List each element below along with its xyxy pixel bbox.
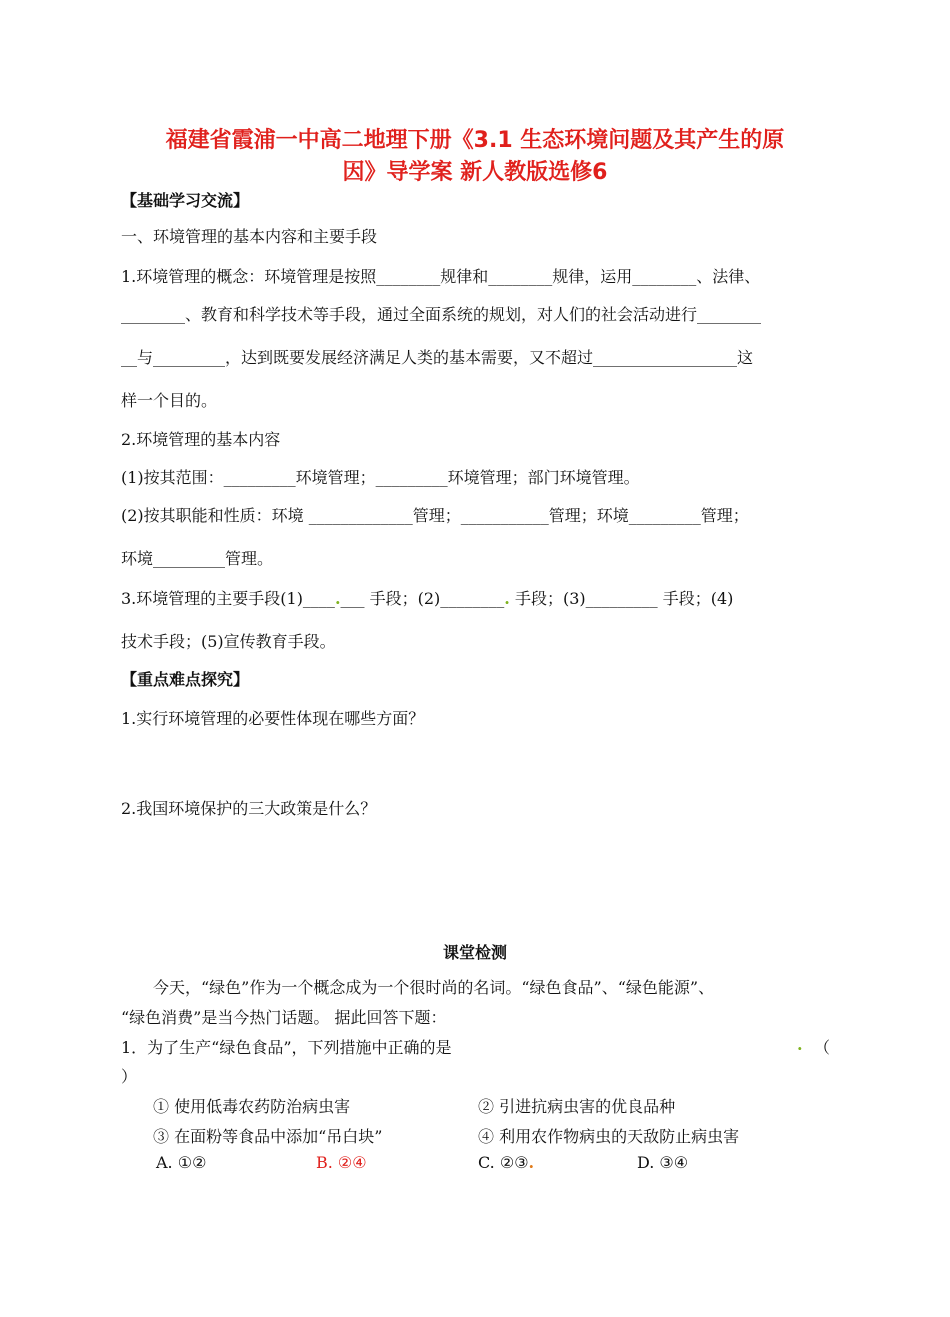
choice-b: B. ②④ — [316, 1153, 367, 1172]
concept-line-4: 样一个目的。 — [121, 391, 218, 410]
option-4: ④ 利用农作物病虫的天敌防止病虫害 — [478, 1127, 740, 1146]
function-line-1: (2)按其职能和性质：环境 _____________管理；___________管理；环境_________管理； — [121, 506, 749, 525]
function-line-2: 环境_________管理。 — [121, 549, 274, 568]
means-line-1-part-a: 3.环境管理的主要手段(1)____ — [121, 589, 335, 608]
test-intro-line-2: “绿色消费”是当今热门话题。 据此回答下题： — [121, 1008, 447, 1027]
section-header-basic: 【基础学习交流】 — [121, 191, 250, 210]
scope-line: (1)按其范围：_________环境管理；_________环境管理；部门环境管理。 — [121, 468, 640, 487]
choice-a: A. ①② — [156, 1153, 207, 1172]
test-question-1: 1．为了生产“绿色食品”，下列措施中正确的是 — [121, 1038, 452, 1057]
section-header-key: 【重点难点探究】 — [121, 670, 250, 689]
choice-c-label: C. ②③ — [478, 1153, 529, 1172]
content-heading: 2.环境管理的基本内容 — [121, 430, 281, 449]
mark-dot: . — [504, 589, 510, 608]
key-question-1: 1.实行环境管理的必要性体现在哪些方面？ — [121, 709, 425, 728]
answer-paren-close: ） — [121, 1067, 138, 1086]
answer-paren-open: （ — [814, 1038, 831, 1057]
option-3: ③ 在面粉等食品中添加“吊白块” — [153, 1127, 383, 1146]
means-line-1-part-c: 手段；(3)_________ 手段；(4) — [509, 589, 734, 608]
means-line-1-part-b: ___ 手段；(2)________ — [340, 589, 505, 608]
mark-dot: . — [334, 589, 341, 608]
concept-line-2: ________、教育和科学技术等手段，通过全面系统的规划，对人们的社会活动进行________ — [121, 305, 762, 324]
option-1: ① 使用低毒农药防治病虫害 — [153, 1097, 351, 1116]
item-heading: 一、环境管理的基本内容和主要手段 — [121, 227, 378, 246]
concept-line-1: 1.环境管理的概念：环境管理是按照________规律和________规律，运用________、法律、 — [121, 267, 761, 286]
choice-d: D. ③④ — [637, 1153, 689, 1172]
means-line-1 — [121, 586, 733, 609]
document-title-line-2: 因》导学案 新人教版选修6 — [342, 160, 608, 185]
option-2: ② 引进抗病虫害的优良品种 — [478, 1097, 676, 1116]
means-line-2: 技术手段；(5)宣传教育手段。 — [121, 632, 336, 651]
mark-dot: . — [797, 1035, 803, 1054]
test-intro-line-1: 今天，“绿色”作为一个概念成为一个很时尚的名词。“绿色食品”、“绿色能源”、 — [153, 978, 715, 997]
key-question-2: 2.我国环境保护的三大政策是什么？ — [121, 799, 377, 818]
document-title-line-1: 福建省霞浦一中高二地理下册《3.1 生态环境问题及其产生的原 — [165, 128, 785, 153]
choice-c — [478, 1153, 534, 1172]
section-header-test: 课堂检测 — [442, 943, 507, 962]
concept-line-3: __与_________，达到既要发展经济满足人类的基本需要，又不超过__________________这 — [121, 348, 754, 367]
mark-dot: . — [528, 1153, 535, 1172]
